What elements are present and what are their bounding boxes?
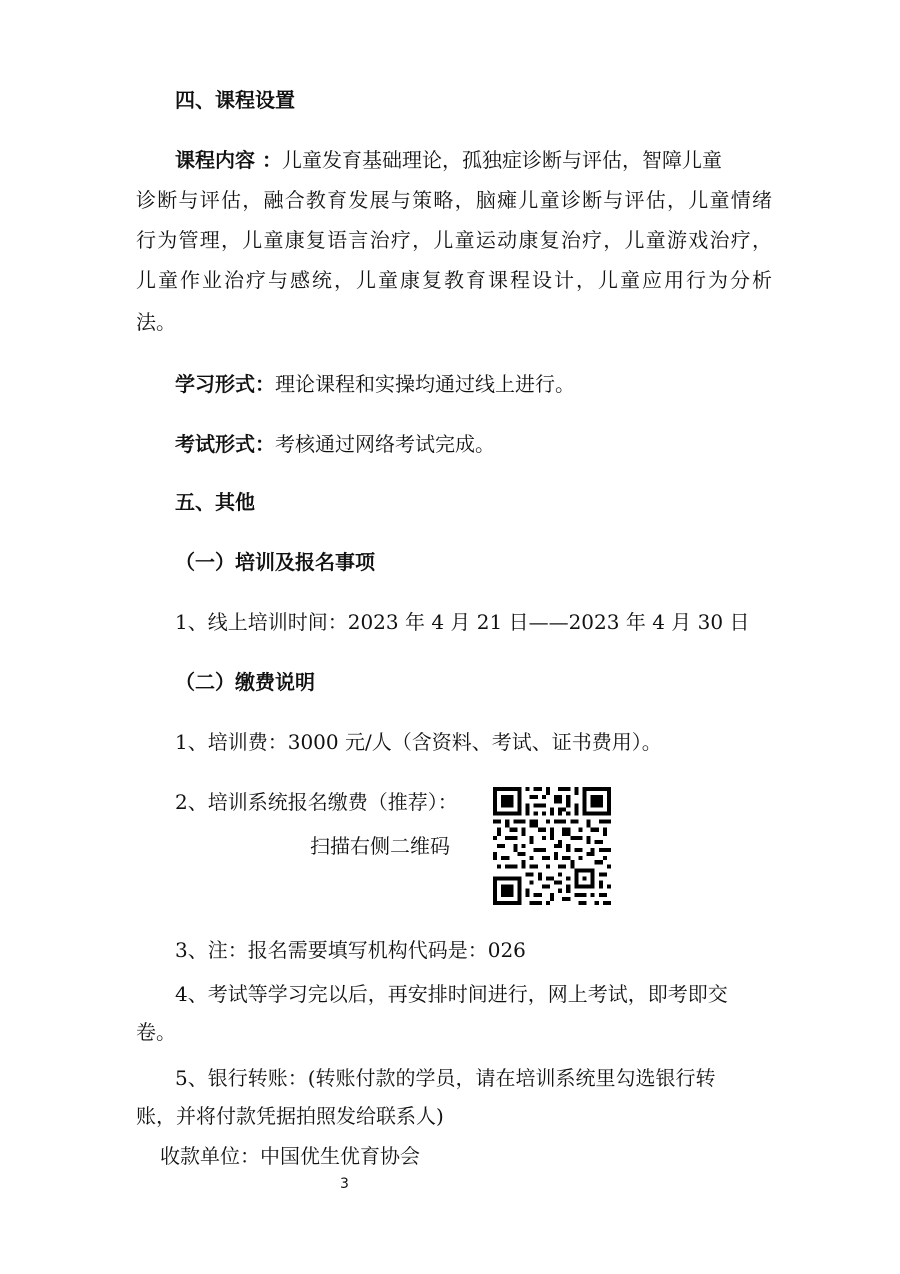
course-content-line-4: 儿童作业治疗与感统，儿童康复教育课程设计，儿童应用行为分析	[136, 268, 772, 292]
fee-item-1: 1、培训费：3000 元/人（含资料、考试、证书费用）。	[175, 730, 662, 754]
fee-item-5-line-1: 5、银行转账：(转账付款的学员，请在培训系统里勾选银行转	[175, 1066, 716, 1090]
section-4-heading: 四、课程设置	[175, 88, 295, 112]
study-form-line	[175, 370, 575, 398]
registration-qr-code-icon[interactable]	[493, 787, 611, 905]
fee-item-5-line-2: 账，并将付款凭据拍照发给联系人)	[136, 1104, 444, 1128]
fee-item-3: 3、注：报名需要填写机构代码是：026	[175, 938, 526, 962]
payee-line: 收款单位：中国优生优育协会	[160, 1144, 420, 1168]
fee-item-4-line-1: 4、考试等学习完以后，再安排时间进行，网上考试，即考即交	[175, 982, 728, 1006]
training-time: 1、线上培训时间：2023 年 4 月 21 日——2023 年 4 月 30 日	[175, 610, 750, 634]
exam-form-text: 考核通过网络考试完成。	[275, 432, 495, 456]
course-content-line-2: 诊断与评估，融合教育发展与策略，脑瘫儿童诊断与评估，儿童情绪	[136, 188, 772, 212]
page-number: 3	[340, 1176, 349, 1192]
course-content-text-1: 儿童发育基础理论，孤独症诊断与评估，智障儿童	[281, 148, 722, 172]
subsection-1-heading: （一）培训及报名事项	[175, 550, 375, 574]
course-content-label: 课程内容 ：	[175, 148, 282, 172]
study-form-text: 理论课程和实操均通过线上进行。	[275, 372, 575, 396]
fee-item-2-scan-note: 扫描右侧二维码	[310, 834, 450, 858]
exam-form-line	[175, 430, 495, 458]
study-form-label: 学习形式：	[175, 372, 275, 396]
subsection-2-heading: （二）缴费说明	[175, 670, 315, 694]
exam-form-label: 考试形式：	[175, 432, 275, 456]
course-content-line-1	[175, 146, 722, 174]
course-content-line-3: 行为管理，儿童康复语言治疗，儿童运动康复治疗，儿童游戏治疗，	[136, 228, 772, 252]
fee-item-4-line-2: 卷。	[136, 1020, 176, 1044]
section-5-heading: 五、其他	[175, 490, 255, 514]
fee-item-2: 2、培训系统报名缴费（推荐）：	[175, 790, 458, 814]
course-content-line-5: 法。	[136, 310, 176, 334]
